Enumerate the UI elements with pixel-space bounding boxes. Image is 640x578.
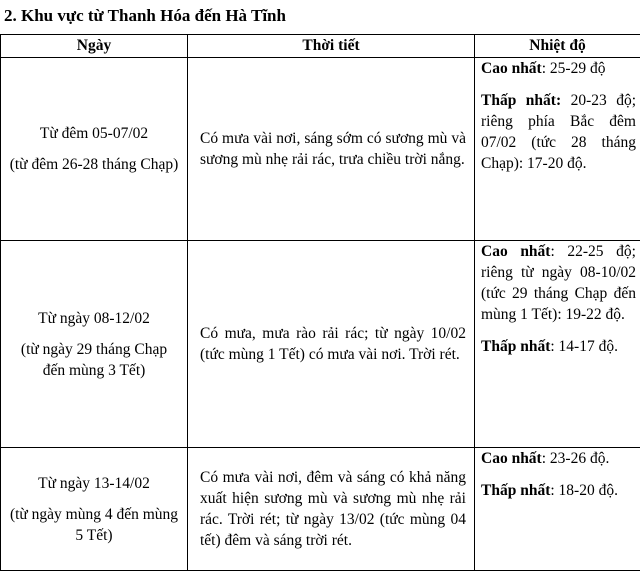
low-value: 20-23 độ; riêng phía Bắc đêm 07/02 (tức 28 tháng Chạp): 17-20 độ. — [481, 92, 636, 172]
lunar-date-range: (từ ngày 29 tháng Chạp đến mùng 3 Tết) — [20, 340, 168, 379]
low-value: : 14-17 độ. — [550, 338, 618, 355]
temperature-cell — [475, 58, 640, 241]
high-value: : 23-26 độ. — [541, 450, 610, 467]
weather-cell: Có mưa vài nơi, đêm và sáng có khả năng xuất hiện sương mù và sương mù nhẹ rải rác. Trời rét; từ ngày 13/02 (tức mùng 04 tết) đêm và sáng trời rét. — [188, 448, 475, 571]
high-label: Cao nhất — [481, 60, 542, 77]
lunar-date-range: (từ ngày mùng 4 đến mùng 5 Tết) — [9, 505, 179, 544]
day-cell — [1, 58, 188, 241]
table-row — [1, 241, 640, 448]
temperature-cell — [475, 448, 640, 571]
weather-cell: Có mưa vài nơi, sáng sớm có sương mù và sương mù nhẹ rải rác, trưa chiều trời nắng. — [188, 58, 475, 241]
temperature-cell — [475, 241, 640, 448]
high-temperature — [481, 448, 636, 469]
high-value: : 22-25 độ; riêng từ ngày 08-10/02 (tức 29 tháng Chạp đến mùng 1 Tết): 19-22 độ. — [481, 243, 636, 323]
column-header-temperature: Nhiệt độ — [475, 35, 640, 58]
low-temperature — [481, 90, 636, 174]
high-value: : 25-29 độ — [541, 60, 606, 77]
low-temperature — [481, 480, 636, 501]
low-temperature — [481, 336, 636, 357]
date-range: Từ đêm 05-07/02 — [39, 125, 149, 142]
table-row — [1, 58, 640, 241]
weather-cell: Có mưa, mưa rào rải rác; từ ngày 10/02 (tức mùng 1 Tết) có mưa vài nơi. Trời rét. — [188, 241, 475, 448]
day-cell — [1, 241, 188, 448]
low-label: Thấp nhất — [481, 338, 551, 355]
section-heading: 2. Khu vực từ Thanh Hóa đến Hà Tĩnh — [4, 6, 286, 25]
low-label: Thấp nhất — [481, 482, 551, 499]
column-header-weather: Thời tiết — [188, 35, 475, 58]
lunar-date-range: (từ đêm 26-28 tháng Chạp) — [9, 156, 179, 173]
high-label: Cao nhất — [481, 243, 551, 260]
date-range: Từ ngày 08-12/02 — [38, 309, 150, 327]
forecast-table — [0, 34, 640, 571]
low-label: Thấp nhất: — [481, 92, 562, 109]
day-cell — [1, 448, 188, 571]
table-row — [1, 448, 640, 571]
high-label: Cao nhất — [481, 450, 542, 467]
low-value: : 18-20 độ. — [550, 482, 618, 499]
column-header-day: Ngày — [1, 35, 188, 58]
date-range: Từ ngày 13-14/02 — [38, 474, 150, 492]
high-temperature — [481, 241, 636, 325]
high-temperature — [481, 58, 636, 79]
table-header-row — [1, 35, 640, 58]
